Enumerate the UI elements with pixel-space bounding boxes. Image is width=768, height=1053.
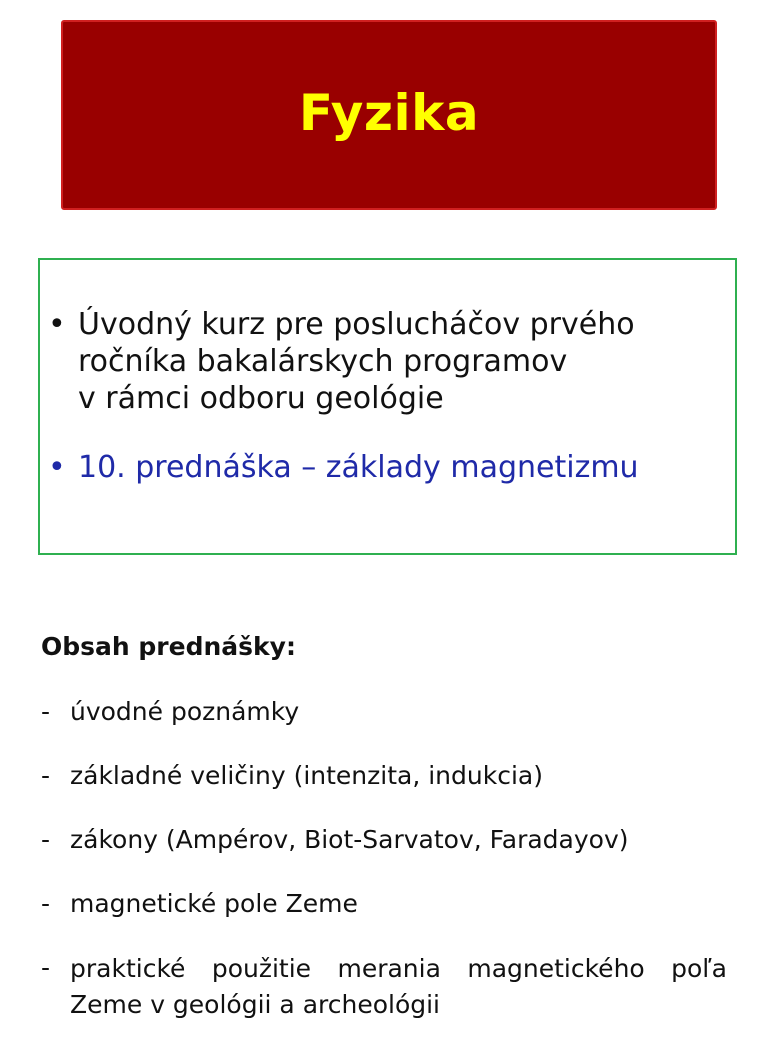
dash-icon: - — [41, 697, 51, 726]
list-item-text: magnetické pole Zeme — [70, 889, 358, 918]
bullet-icon: • — [48, 307, 66, 342]
list-item-text: základné veličiny (intenzita, indukcia) — [70, 761, 543, 790]
page-title: Fyzika — [298, 84, 480, 142]
intro-bullet-text: 10. prednáška – základy magnetizmu — [78, 450, 639, 485]
list-item — [41, 759, 727, 793]
intro-bullet-list — [48, 306, 725, 518]
list-item — [41, 695, 727, 729]
dash-icon: - — [41, 953, 51, 982]
dash-icon: - — [41, 761, 51, 790]
intro-bullet-course — [48, 306, 725, 417]
list-item — [41, 951, 727, 1023]
dash-icon: - — [41, 825, 51, 854]
title-banner — [61, 20, 717, 210]
intro-bullet-lecture — [48, 449, 725, 486]
list-item-text: úvodné poznámky — [70, 697, 300, 726]
intro-box — [38, 258, 737, 555]
contents-list — [41, 695, 727, 1053]
list-item — [41, 823, 727, 857]
list-item — [41, 887, 727, 921]
contents-heading: Obsah prednášky: — [41, 632, 296, 661]
bullet-icon: • — [48, 450, 66, 485]
intro-bullet-text: Úvodný kurz pre poslucháčov prvého ročníka bakalárskych programov v rámci odboru geológie — [78, 307, 635, 416]
dash-icon: - — [41, 889, 51, 918]
list-item-text: praktické použitie merania magnetického poľa Zeme v geológii a archeológii — [70, 954, 727, 1019]
list-item-text: zákony (Ampérov, Biot-Sarvatov, Faradayov) — [70, 825, 629, 854]
